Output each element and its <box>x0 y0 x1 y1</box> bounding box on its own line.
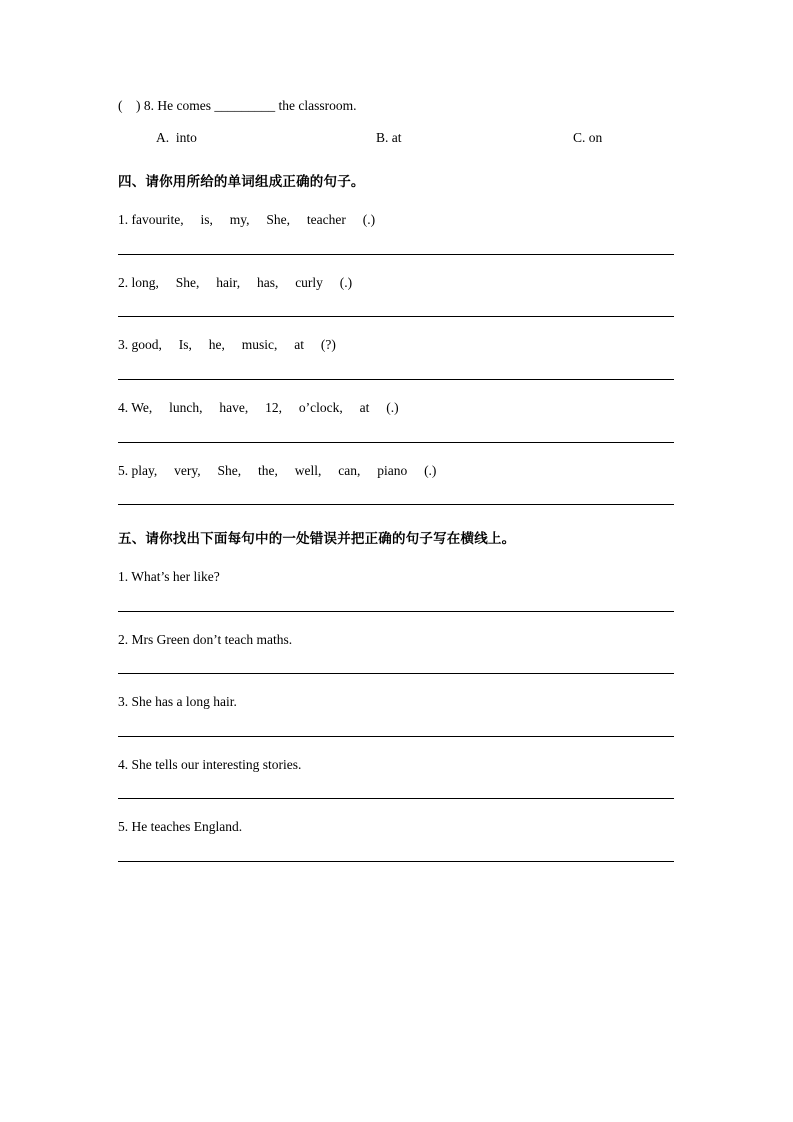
option-a[interactable]: A. into <box>156 130 197 146</box>
section-five-item-1 <box>118 567 674 612</box>
question-text: 4. We, lunch, have, 12, o’clock, at (.) <box>118 399 399 415</box>
question-text: 3. good, Is, he, music, at (?) <box>118 337 336 353</box>
answer-line[interactable] <box>118 442 674 443</box>
answer-line[interactable] <box>118 254 674 255</box>
multiple-choice-options <box>118 130 674 148</box>
page-bottom-spacer <box>118 862 674 1102</box>
section-four-item-3 <box>118 335 674 380</box>
answer-line[interactable] <box>118 736 674 737</box>
option-b[interactable]: B. at <box>376 130 402 146</box>
question-text: 3. She has a long hair. <box>118 694 237 710</box>
section-four-heading: 四、请你用所给的单词组成正确的句子。 <box>118 174 365 191</box>
section-five-item-2 <box>118 630 674 675</box>
section-four-item-1 <box>118 210 674 255</box>
answer-line[interactable] <box>118 316 674 317</box>
section-five-item-3 <box>118 692 674 737</box>
question-text: 4. She tells our interesting stories. <box>118 756 302 772</box>
option-c[interactable]: C. on <box>573 130 603 146</box>
question-text: 5. He teaches England. <box>118 819 243 835</box>
section-five-item-5 <box>118 817 674 862</box>
worksheet-content <box>118 96 674 1102</box>
answer-line[interactable] <box>118 504 674 505</box>
answer-line[interactable] <box>118 798 674 799</box>
section-five-item-4 <box>118 755 674 800</box>
answer-line[interactable] <box>118 673 674 674</box>
question-text: 5. play, very, She, the, well, can, piano (.) <box>118 462 437 478</box>
answer-line[interactable] <box>118 611 674 612</box>
question-text: 1. What’s her like? <box>118 569 220 585</box>
question-text: 2. long, She, hair, has, curly (.) <box>118 274 353 290</box>
section-five-heading: 五、请你找出下面每句中的一处错误并把正确的句子写在横线上。 <box>118 531 516 548</box>
section-four-item-4 <box>118 398 674 443</box>
multiple-choice-question-8: ( ) 8. He comes _________ the classroom. <box>118 98 357 113</box>
question-text: 2. Mrs Green don’t teach maths. <box>118 631 293 647</box>
section-four-item-5 <box>118 461 674 506</box>
section-four-item-2 <box>118 273 674 318</box>
question-text: 1. favourite, is, my, She, teacher (.) <box>118 212 376 228</box>
answer-line[interactable] <box>118 379 674 380</box>
